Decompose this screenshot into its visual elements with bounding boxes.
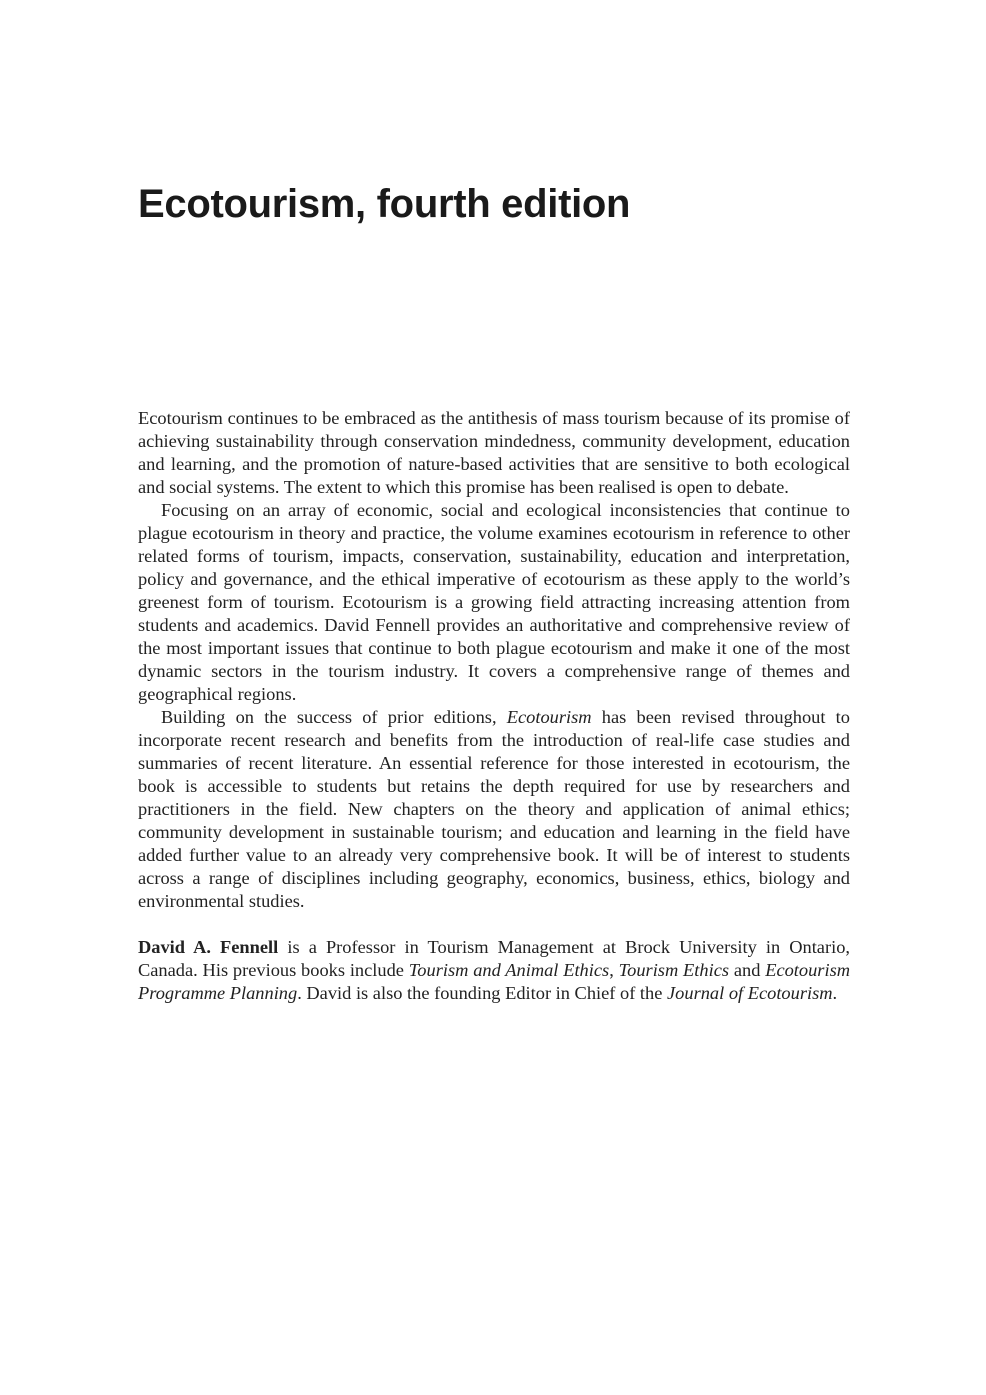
paragraph-editions-rest: has been revised throughout to incorporate recent research and benefits from the introduction of real-life case studies and summaries of recent literature. An essential reference for those interested in ecotourism, the book is accessible to students but retains the depth required for use by researchers and practitioners in the field. New chapters on the theory and application of animal ethics; community development in sustainable tourism; and education and learning in the field have added further value to an already very comprehensive book. It will be of interest to students across a range of disciplines including geography, economics, business, ethics, biology and environmental studies. <box>138 707 850 911</box>
bio-text-2: . David is also the founding Editor in Chief of the <box>297 983 668 1003</box>
bio-separator-2: and <box>729 960 766 980</box>
author-name: David A. Fennell <box>138 937 279 957</box>
blurb-text <box>138 407 850 1005</box>
page-title: Ecotourism, fourth edition <box>138 182 631 226</box>
bio-end: . <box>832 983 838 1003</box>
previous-book-3: Ecotourism Programme Planning <box>138 960 851 1003</box>
paragraph-editions-lead: Building on the success of prior editions, <box>161 707 507 727</box>
journal-title: Journal of Ecotourism <box>667 983 833 1003</box>
paragraph-editions <box>138 706 850 913</box>
paragraph-intro: Ecotourism continues to be embraced as the antithesis of mass tourism because of its promise of achieving sustainability through conservation mindedness, community development, education and learning, and the promotion of nature-based activities that are sensitive to both ecological and social systems. The extent to which this promise has been realised is open to debate. <box>138 408 850 497</box>
author-bio <box>138 936 850 1005</box>
paragraph-focus: Focusing on an array of economic, social and ecological inconsistencies that continue to plague ecotourism in theory and practice, the volume examines ecotourism in reference to other related forms of tourism, impacts, conservation, sustainability, education and interpretation, policy and governance, and the ethical imperative of ecotourism as these apply to the world’s greenest form of tourism. Ecotourism is a growing field attracting increasing attention from students and academics. David Fennell provides an authoritative and comprehensive review of the most important issues that continue to both plague ecotourism and make it one of the most dynamic sectors in the tourism industry. It covers a comprehensive range of themes and geographical regions. <box>138 500 850 704</box>
bio-text-1: is a Professor in Tourism Management at Brock University in Ontario, Canada. His previous books include <box>138 937 851 980</box>
book-title-italic: Ecotourism <box>506 707 592 727</box>
bio-separator-1: , <box>609 960 619 980</box>
previous-book-2: Tourism Ethics <box>618 960 730 980</box>
previous-book-1: Tourism and Animal Ethics <box>408 960 610 980</box>
